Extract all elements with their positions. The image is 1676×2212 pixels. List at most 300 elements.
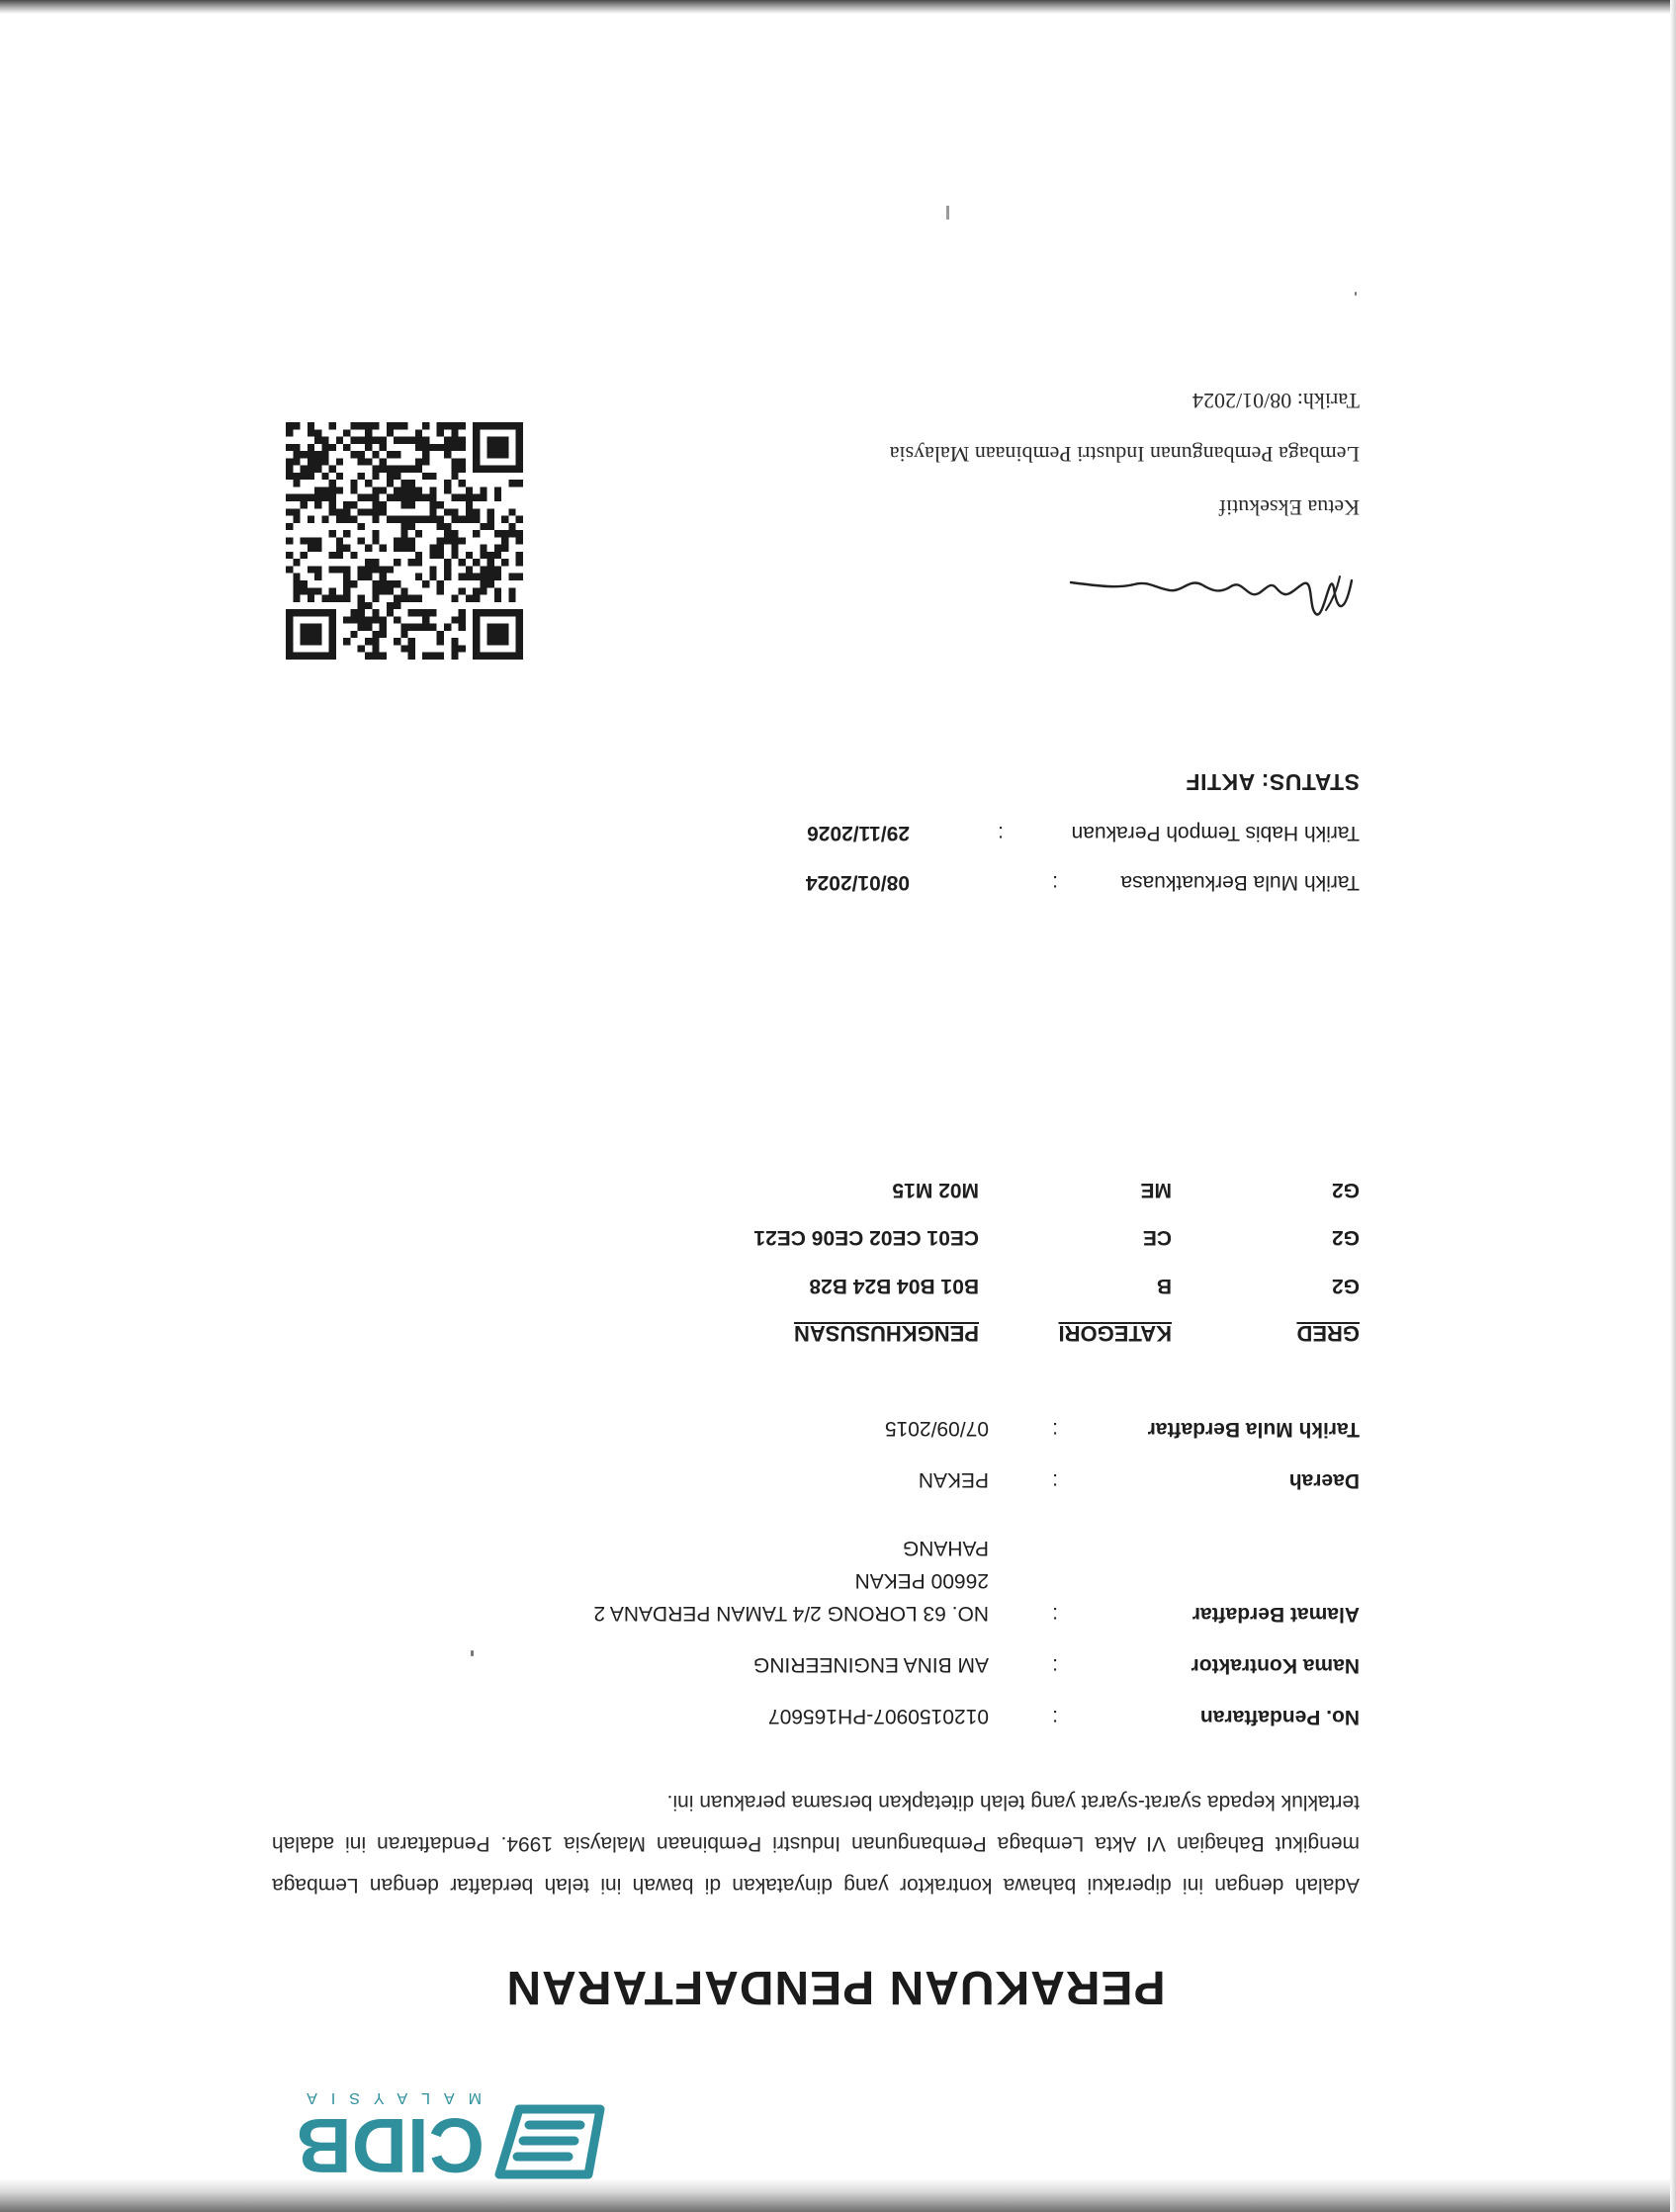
qr-module <box>365 458 372 465</box>
qr-module <box>329 530 336 537</box>
qr-module <box>480 487 486 493</box>
qr-module <box>372 516 379 523</box>
qr-code-icon <box>286 422 523 660</box>
tarikh-mula-berdaftar-value: 07/09/2015 <box>884 1417 989 1440</box>
qr-module <box>286 473 293 480</box>
qr-module <box>365 653 372 660</box>
qr-module <box>487 508 494 515</box>
qr-module <box>321 516 328 523</box>
signatory-position: Ketua Eksekutif <box>1218 495 1360 520</box>
qr-module <box>516 516 523 523</box>
qr-module <box>358 574 365 580</box>
qr-module <box>372 422 379 429</box>
qr-module <box>329 422 336 429</box>
gred-header: GRED <box>1296 1321 1360 1346</box>
qr-module <box>293 480 300 487</box>
qr-module <box>480 552 486 559</box>
qr-module <box>358 609 365 616</box>
kategori-header: KATEGORI <box>1058 1321 1172 1346</box>
qr-module <box>343 444 350 451</box>
qr-module <box>286 458 293 465</box>
qr-module <box>329 552 336 559</box>
qr-module <box>394 487 400 493</box>
qr-module <box>429 545 436 552</box>
qr-module <box>314 466 321 473</box>
qr-module <box>343 516 350 523</box>
qr-module <box>329 566 336 573</box>
tarikh-mula-berkuatkuasa-label: Tarikh Mula Berkuatkuasa <box>1120 871 1360 894</box>
qr-module <box>400 523 407 530</box>
qr-module <box>459 458 466 465</box>
qr-module <box>494 530 501 537</box>
qr-module <box>473 530 480 537</box>
qr-module <box>387 422 394 429</box>
daerah-label: Daerah <box>1288 1469 1360 1492</box>
qr-module <box>372 559 379 566</box>
qr-module <box>321 458 328 465</box>
qr-module <box>308 429 314 436</box>
qr-module <box>343 638 350 645</box>
qr-module <box>459 537 466 544</box>
qr-module <box>372 466 379 473</box>
qr-module <box>365 574 372 580</box>
qr-module <box>437 501 444 508</box>
no-pendaftaran-label: No. Pendaftaran <box>1199 1706 1360 1728</box>
qr-module <box>422 437 429 444</box>
qr-module <box>321 444 328 451</box>
qr-module <box>321 494 328 501</box>
qr-module <box>422 653 429 660</box>
qr-module <box>365 624 372 631</box>
qr-module <box>437 552 444 559</box>
qr-module <box>408 624 415 631</box>
qr-module <box>286 566 293 573</box>
qr-module <box>466 552 473 559</box>
qr-module <box>494 545 501 552</box>
qr-module <box>358 595 365 602</box>
qr-module <box>408 487 415 493</box>
qr-module <box>321 473 328 480</box>
qr-module <box>451 508 458 515</box>
qr-module <box>451 545 458 552</box>
qr-module <box>494 494 501 501</box>
qr-module <box>372 616 379 623</box>
qr-module <box>321 595 328 602</box>
qr-module <box>314 574 321 580</box>
qr-module <box>451 653 458 660</box>
qr-module <box>372 501 379 508</box>
qr-module <box>372 494 379 501</box>
qr-module <box>451 473 458 480</box>
qr-module <box>429 552 436 559</box>
grade-row-pengkhususan: M02 M15 <box>892 1179 979 1201</box>
qr-module <box>380 653 387 660</box>
qr-module <box>387 473 394 480</box>
qr-module <box>358 602 365 609</box>
qr-module <box>308 595 314 602</box>
qr-module <box>301 501 308 508</box>
qr-module <box>380 580 387 587</box>
qr-module <box>429 508 436 515</box>
grade-row-pengkhususan: CE01 CE02 CE06 CE21 <box>753 1226 979 1249</box>
qr-module <box>415 487 422 493</box>
qr-module <box>444 574 451 580</box>
qr-module <box>466 508 473 515</box>
qr-module <box>350 422 357 429</box>
qr-module <box>308 473 314 480</box>
qr-module <box>480 523 486 530</box>
qr-module <box>301 587 308 594</box>
qr-module <box>350 631 357 638</box>
qr-module <box>494 595 501 602</box>
signature-svg <box>1063 551 1360 640</box>
qr-module <box>494 566 501 573</box>
qr-module <box>451 537 458 544</box>
qr-module <box>408 523 415 530</box>
qr-module <box>451 552 458 559</box>
qr-module <box>459 559 466 566</box>
qr-module <box>343 530 350 537</box>
qr-module <box>451 437 458 444</box>
qr-module <box>380 631 387 638</box>
qr-module <box>293 580 300 587</box>
qr-module <box>329 444 336 451</box>
qr-module <box>415 559 422 566</box>
qr-module <box>350 487 357 493</box>
qr-module <box>365 444 372 451</box>
qr-module <box>400 437 407 444</box>
qr-module <box>494 587 501 594</box>
qr-module <box>501 545 508 552</box>
qr-module <box>422 473 429 480</box>
qr-module <box>466 516 473 523</box>
colon: : <box>1052 1603 1058 1626</box>
qr-module <box>321 437 328 444</box>
qr-module <box>350 437 357 444</box>
qr-module <box>437 537 444 544</box>
page-title: PERAKUAN PENDAFTARAN <box>505 1961 1166 2013</box>
qr-module <box>400 587 407 594</box>
qr-module <box>343 508 350 515</box>
qr-module <box>408 466 415 473</box>
status-badge: STATUS: AKTIF <box>1186 769 1360 795</box>
qr-module <box>408 537 415 544</box>
qr-module <box>308 545 314 552</box>
qr-module <box>415 552 422 559</box>
qr-module <box>286 422 293 429</box>
qr-finder-pattern <box>487 437 509 459</box>
qr-module <box>400 545 407 552</box>
qr-module <box>480 580 486 587</box>
qr-module <box>336 487 343 493</box>
colon: : <box>1052 1654 1058 1677</box>
qr-module <box>422 422 429 429</box>
alamat-line: 26600 PEKAN <box>854 1569 989 1592</box>
qr-module <box>336 566 343 573</box>
qr-module <box>380 545 387 552</box>
qr-module <box>494 574 501 580</box>
qr-module <box>400 645 407 652</box>
qr-module <box>400 595 407 602</box>
qr-module <box>365 602 372 609</box>
qr-module <box>293 494 300 501</box>
qr-module <box>380 624 387 631</box>
qr-module <box>437 580 444 587</box>
qr-module <box>466 566 473 573</box>
qr-module <box>286 444 293 451</box>
signatory-date: Tarikh: 08/01/2024 <box>1192 389 1360 413</box>
qr-module <box>372 638 379 645</box>
qr-module <box>451 458 458 465</box>
qr-module <box>516 552 523 559</box>
qr-module <box>437 545 444 552</box>
qr-module <box>365 559 372 566</box>
pengkhususan-header: PENGKHUSUSAN <box>793 1321 979 1346</box>
qr-module <box>301 494 308 501</box>
qr-module <box>380 487 387 493</box>
qr-module <box>394 580 400 587</box>
qr-module <box>429 516 436 523</box>
qr-module <box>380 566 387 573</box>
qr-module <box>301 552 308 559</box>
qr-module <box>286 508 293 515</box>
qr-module <box>459 624 466 631</box>
colon: : <box>1052 871 1058 894</box>
qr-module <box>487 523 494 530</box>
qr-module <box>415 444 422 451</box>
qr-module <box>387 516 394 523</box>
qr-module <box>444 537 451 544</box>
qr-module <box>394 516 400 523</box>
qr-module <box>372 437 379 444</box>
qr-module <box>321 487 328 493</box>
qr-module <box>329 480 336 487</box>
qr-module <box>387 451 394 458</box>
qr-module <box>487 559 494 566</box>
qr-module <box>380 574 387 580</box>
qr-module <box>358 451 365 458</box>
qr-module <box>365 422 372 429</box>
qr-module <box>473 559 480 566</box>
qr-module <box>451 638 458 645</box>
qr-module <box>350 609 357 616</box>
qr-module <box>437 587 444 594</box>
qr-module <box>415 530 422 537</box>
grade-row-gred: G2 <box>1331 1179 1360 1201</box>
qr-module <box>372 631 379 638</box>
qr-module <box>466 501 473 508</box>
qr-module <box>329 487 336 493</box>
qr-module <box>408 645 415 652</box>
alamat-value <box>593 1532 989 1630</box>
qr-module <box>437 638 444 645</box>
colon: : <box>1052 1469 1058 1492</box>
qr-module <box>480 566 486 573</box>
qr-module <box>314 545 321 552</box>
qr-module <box>459 516 466 523</box>
qr-module <box>314 458 321 465</box>
qr-module <box>372 653 379 660</box>
qr-module <box>293 444 300 451</box>
qr-module <box>415 595 422 602</box>
qr-module <box>400 631 407 638</box>
qr-module <box>301 537 308 544</box>
qr-module <box>358 508 365 515</box>
qr-module <box>350 451 357 458</box>
qr-module <box>358 473 365 480</box>
qr-module <box>508 574 515 580</box>
qr-module <box>372 609 379 616</box>
qr-module <box>444 480 451 487</box>
qr-module <box>380 458 387 465</box>
qr-module <box>480 545 486 552</box>
qr-module <box>394 451 400 458</box>
qr-module <box>444 422 451 429</box>
qr-module <box>343 616 350 623</box>
qr-module <box>408 545 415 552</box>
qr-module <box>380 501 387 508</box>
qr-module <box>466 595 473 602</box>
qr-module <box>429 574 436 580</box>
qr-module <box>459 422 466 429</box>
qr-module <box>365 494 372 501</box>
qr-module <box>286 537 293 544</box>
qr-module <box>394 437 400 444</box>
qr-module <box>394 422 400 429</box>
qr-module <box>314 494 321 501</box>
qr-module <box>358 616 365 623</box>
qr-module <box>358 566 365 573</box>
qr-module <box>444 559 451 566</box>
qr-module <box>293 451 300 458</box>
qr-module <box>400 466 407 473</box>
qr-module <box>516 559 523 566</box>
qr-module <box>508 508 515 515</box>
qr-module <box>473 595 480 602</box>
alamat-line: PAHANG <box>902 1537 989 1559</box>
qr-module <box>314 587 321 594</box>
qr-module <box>358 494 365 501</box>
qr-module <box>372 537 379 544</box>
qr-module <box>293 516 300 523</box>
qr-module <box>444 523 451 530</box>
qr-module <box>329 466 336 473</box>
qr-module <box>451 494 458 501</box>
colon: : <box>1052 1706 1058 1728</box>
qr-module <box>293 458 300 465</box>
qr-module <box>400 537 407 544</box>
qr-module <box>501 537 508 544</box>
qr-module <box>365 638 372 645</box>
qr-module <box>372 451 379 458</box>
logo-country-text: MALAYSIA <box>293 2089 482 2106</box>
qr-module <box>308 422 314 429</box>
qr-module <box>429 473 436 480</box>
qr-module <box>308 516 314 523</box>
qr-module <box>387 466 394 473</box>
qr-module <box>394 537 400 544</box>
qr-module <box>501 516 508 523</box>
qr-module <box>408 494 415 501</box>
qr-module <box>314 566 321 573</box>
qr-module <box>408 516 415 523</box>
qr-module <box>508 587 515 594</box>
qr-module <box>422 458 429 465</box>
qr-module <box>293 473 300 480</box>
qr-module <box>451 616 458 623</box>
qr-module <box>516 530 523 537</box>
qr-module <box>408 437 415 444</box>
qr-module <box>387 580 394 587</box>
qr-module <box>358 422 365 429</box>
qr-module <box>437 516 444 523</box>
qr-module <box>308 451 314 458</box>
qr-module <box>372 580 379 587</box>
qr-module <box>466 487 473 493</box>
qr-module <box>350 480 357 487</box>
qr-module <box>437 444 444 451</box>
tarikh-habis-tempoh-value: 29/11/2026 <box>807 822 910 844</box>
qr-module <box>387 587 394 594</box>
tarikh-mula-berdaftar-label: Tarikh Mula Berdaftar <box>1147 1418 1360 1441</box>
qr-module <box>293 595 300 602</box>
qr-module <box>350 580 357 587</box>
qr-module <box>380 437 387 444</box>
qr-module <box>358 645 365 652</box>
qr-module <box>314 501 321 508</box>
qr-module <box>400 494 407 501</box>
qr-module <box>408 638 415 645</box>
qr-module <box>466 574 473 580</box>
qr-module <box>400 624 407 631</box>
tarikh-mula-berkuatkuasa-value: 08/01/2024 <box>805 871 910 894</box>
qr-module <box>429 444 436 451</box>
signature-icon <box>1063 551 1360 640</box>
qr-module <box>365 616 372 623</box>
qr-module <box>444 508 451 515</box>
qr-module <box>358 537 365 544</box>
qr-module <box>437 631 444 638</box>
qr-module <box>429 487 436 493</box>
qr-module <box>372 508 379 515</box>
qr-module <box>343 429 350 436</box>
qr-module <box>380 616 387 623</box>
qr-module <box>286 523 293 530</box>
qr-module <box>336 437 343 444</box>
qr-module <box>394 466 400 473</box>
qr-module <box>293 587 300 594</box>
qr-module <box>422 616 429 623</box>
qr-module <box>314 537 321 544</box>
qr-module <box>451 429 458 436</box>
qr-module <box>459 616 466 623</box>
qr-module <box>437 422 444 429</box>
qr-module <box>394 616 400 623</box>
qr-module <box>387 602 394 609</box>
grade-row-kategori: CE <box>1142 1226 1172 1249</box>
qr-module <box>350 516 357 523</box>
no-pendaftaran-value: 0120150907-PH165607 <box>767 1705 989 1727</box>
qr-module <box>314 437 321 444</box>
qr-module <box>400 501 407 508</box>
qr-module <box>516 574 523 580</box>
cidb-logo-svg <box>193 2087 608 2196</box>
qr-module <box>473 508 480 515</box>
qr-module <box>308 537 314 544</box>
qr-module <box>501 559 508 566</box>
qr-module <box>480 574 486 580</box>
qr-module <box>508 530 515 537</box>
